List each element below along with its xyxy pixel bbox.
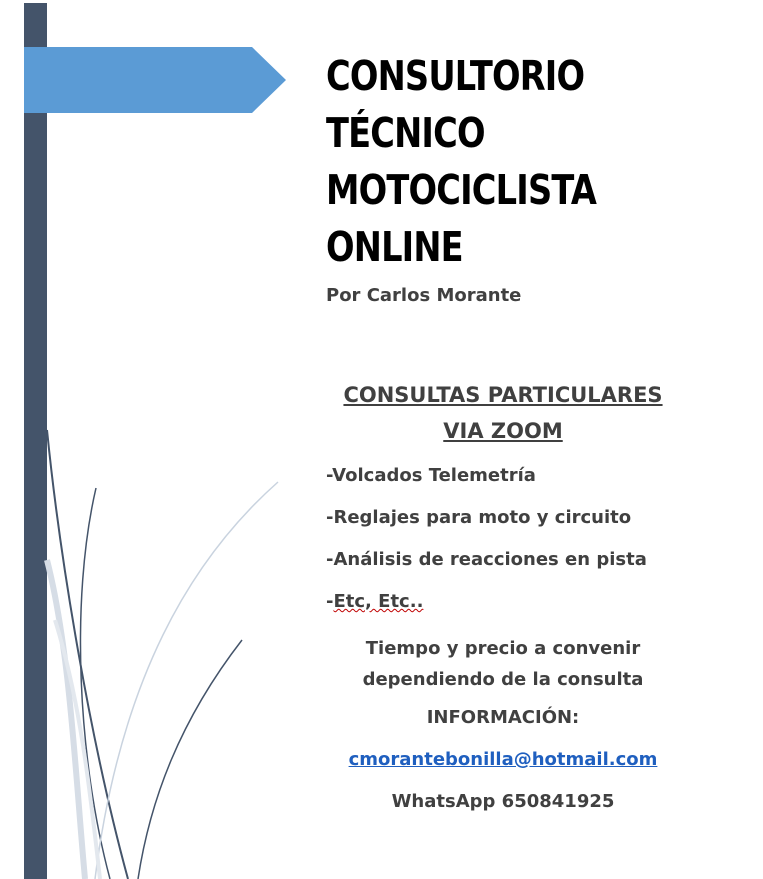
whatsapp-contact: WhatsApp 650841925 [391,791,615,812]
services-list [326,464,647,632]
service-item: -Análisis de reacciones en pista [326,549,647,570]
author-subtitle: Por Carlos Morante [326,285,522,306]
section-heading [306,377,700,449]
title-line: TÉCNICO [326,109,485,157]
title-line: CONSULTORIO [326,52,585,100]
title-line: ONLINE [326,223,463,271]
section-heading-line: CONSULTAS PARTICULARES [343,383,663,407]
etc-prefix: - [326,591,334,612]
service-item: -Reglajes para moto y circuito [326,507,632,528]
info-label: INFORMACIÓN: [426,707,580,728]
section-heading-line: VIA ZOOM [443,419,563,443]
service-item: -Volcados Telemetría [326,465,536,486]
email-link[interactable]: cmorantebonilla@hotmail.com [348,749,658,770]
decorative-swooshes [0,0,300,879]
pricing-line: dependiendo de la consulta [362,669,644,690]
pricing-line: Tiempo y precio a convenir [365,638,641,659]
title-line: MOTOCICLISTA [326,166,597,214]
etc-text: Etc, Etc.. [333,591,424,612]
pricing-note [306,633,700,695]
service-item-etc [326,590,647,632]
document-title [326,48,670,276]
